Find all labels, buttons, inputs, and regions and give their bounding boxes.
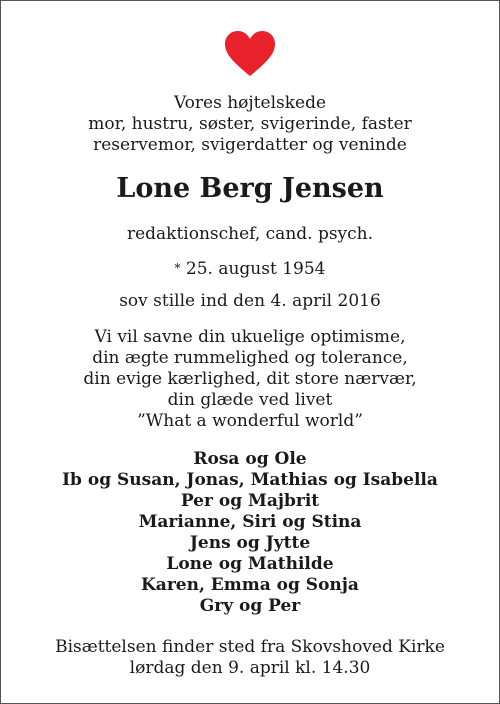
mourner-line: Per og Majbrit [180, 491, 320, 511]
birth-mark: * [174, 261, 181, 275]
funeral-line: lørdag den 9. april kl. 14.30 [129, 658, 371, 678]
intro-text [0, 93, 500, 156]
intro-line: Vores højtelskede [173, 93, 327, 113]
mourner-line: Karen, Emma og Sonja [141, 575, 359, 595]
mourner-line: Lone og Mathilde [166, 554, 334, 574]
heart-icon [225, 31, 275, 77]
birth-date [0, 258, 500, 280]
verse-line: din evige kærlighed, dit store nærvær, [83, 369, 417, 389]
mourner-line: Gry og Per [199, 596, 301, 616]
verse-line: ”What a wonderful world” [137, 411, 363, 431]
funeral-info [0, 637, 500, 679]
intro-line: mor, hustru, søster, svigerinde, faster [88, 114, 412, 134]
deceased-name: Lone Berg Jensen [116, 173, 384, 204]
mourner-line: Ib og Susan, Jonas, Mathias og Isabella [62, 470, 438, 490]
birth-date-text: 25. august 1954 [185, 259, 326, 279]
verse-line: Vi vil savne din ukuelige optimisme, [94, 327, 406, 347]
professional-title: redaktionschef, cand. psych. [126, 224, 374, 244]
mourner-line: Rosa og Ole [193, 449, 307, 469]
mourner-line: Jens og Jytte [189, 533, 311, 553]
mourners-list [0, 449, 500, 617]
verse-line: din ægte rummelighed og tolerance, [92, 348, 408, 368]
funeral-line: Bisættelsen finder sted fra Skovshoved Kirke [55, 637, 445, 657]
intro-line: reservemor, svigerdatter og veninde [93, 135, 407, 155]
memorial-verse [0, 327, 500, 432]
death-date: sov stille ind den 4. april 2016 [119, 291, 381, 311]
verse-line: din glæde ved livet [167, 390, 333, 410]
mourner-line: Marianne, Siri og Stina [138, 512, 362, 532]
